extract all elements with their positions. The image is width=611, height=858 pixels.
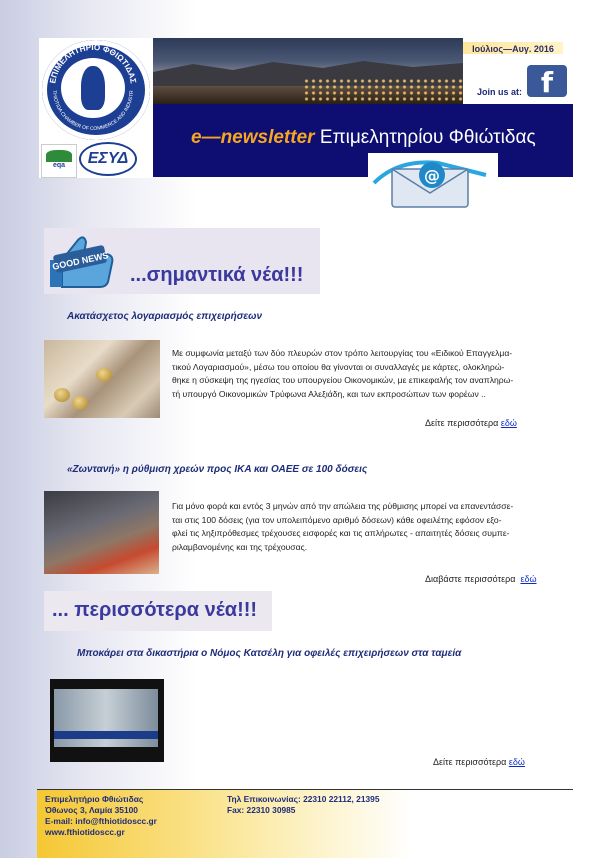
- header-right-panel: [463, 38, 573, 104]
- facebook-icon[interactable]: f: [527, 65, 567, 97]
- chamber-logo: [39, 38, 153, 178]
- thumbs-up-icon: [48, 232, 122, 290]
- svg-text:GOOD NEWS: GOOD NEWS: [51, 250, 110, 272]
- more-news-heading: ... περισσότερα νέα!!!: [52, 599, 258, 621]
- join-us-label: Join us at:: [477, 87, 523, 97]
- article-1-image: [44, 340, 160, 418]
- article-1-body: Με συμφωνία μεταξύ των δύο πλευρών στον τρόπο λειτουργίας του «Ειδικού Επαγγελμα- τικού Λογαριασμού», μέσω του οποίου θα γίνονται οι συναλλαγές με κάρτες, ολοκληρώ- θηκε η σύσκεψη της ηγεσίας του υπουργείου Οικονομικών, με επικεφαλής τον αναπληρω- τή υπουργό Οικονομικών Τρύφωνα Αλεξιάδη, και των εκπροσώπων των φορέων ..: [172, 348, 514, 399]
- article-3-more: Δείτε περισσότερα εδώ: [433, 757, 525, 767]
- footer: [37, 790, 573, 858]
- footer-website[interactable]: www.fthiotidoscc.gr: [45, 827, 125, 837]
- svg-text:FTHIOTIDA CHAMBER OF COMMERCE: THIOTIDA CHAMBER OF COMMERCE AND INDUSTR: [50, 90, 136, 133]
- footer-contact-right: Τηλ Επικοινωνίας: 22310 22112, 21395 Fax: 22310 30985: [227, 794, 380, 815]
- issue-date: Ιούλιος—Αυγ. 2016: [472, 44, 554, 54]
- coin-icon: [96, 368, 112, 382]
- coin-icon: [54, 388, 70, 402]
- article-2-link[interactable]: εδώ: [520, 574, 537, 584]
- newsletter-title: [191, 127, 536, 149]
- newsletter-title-rest: Επιμελητηρίου Φθιώτιδας: [319, 127, 536, 148]
- article-1-title[interactable]: Ακατάσχετος λογαριασμός επιχειρήσεων: [67, 311, 263, 322]
- more-news-header: [44, 591, 272, 631]
- article-3-title[interactable]: Μποκάρει στα δικαστήρια ο Νόμος Κατσέλη για οφειλές επιχειρήσεων στα ταμεία: [77, 648, 462, 659]
- seal-lettering: [39, 38, 147, 138]
- important-news-header: [44, 228, 320, 294]
- newsletter-title-em: e—newsletter: [191, 127, 315, 148]
- article-2-more: Διαβάστε περισσότερα εδώ: [425, 574, 537, 584]
- eqa-cert-logo: eqa: [41, 144, 77, 178]
- newsletter-banner: [153, 104, 573, 177]
- svg-text:ΕΠΙΜΕΛΗΤΗΡΙΟ ΦΘΙΩΤΙΔΑΣ: ΕΠΙΜΕΛΗΤΗΡΙΟ ΦΘΙΩΤΙΔΑΣ: [48, 42, 138, 85]
- important-news-heading: ...σημαντικά νέα!!!: [130, 264, 304, 286]
- footer-email[interactable]: E-mail: info@fthiotidoscc.gr: [45, 816, 157, 826]
- lamia-city-photo: [153, 38, 463, 104]
- svg-text:@: @: [424, 166, 440, 185]
- article-3-link[interactable]: εδώ: [508, 757, 525, 767]
- esyd-cert-logo: ΕΣΥΔ: [79, 142, 139, 176]
- footer-contact-left: Επιμελητήριο Φθιώτιδας Όθωνος 3, Λαμία 35100 E-mail: info@fthiotidoscc.gr www.fthiotidoscc.gr: [45, 794, 157, 837]
- article-1-more: Δείτε περισσότερα εδώ: [425, 418, 517, 428]
- article-2-body: Για μόνο φορά και εντός 3 μηνών από την απώλεια της ρύθμισης μπορεί να επανεντάσσε- ται στις 100 δόσεις (για τον υπολειπόμενο αριθμό δόσεων) κάθε οφειλέτης εφόσον εξο- φλεί τις ληξιπρόθεσμες τρέχουσες εισφορές και τις απλήρωτες - απαιτητές δόσεις συμπε- ριλαμβανομένης και της τρέχουσας.: [172, 501, 514, 552]
- coin-icon: [72, 396, 88, 410]
- article-1-link[interactable]: εδώ: [500, 418, 517, 428]
- article-2-image: [44, 491, 159, 574]
- article-3-video-thumbnail[interactable]: [50, 679, 164, 762]
- article-2-title[interactable]: «Ζωντανή» η ρύθμιση χρεών προς ΙΚΑ και ΟΑΕΕ σε 100 δόσεις: [67, 464, 368, 475]
- email-envelope-icon: [368, 153, 498, 211]
